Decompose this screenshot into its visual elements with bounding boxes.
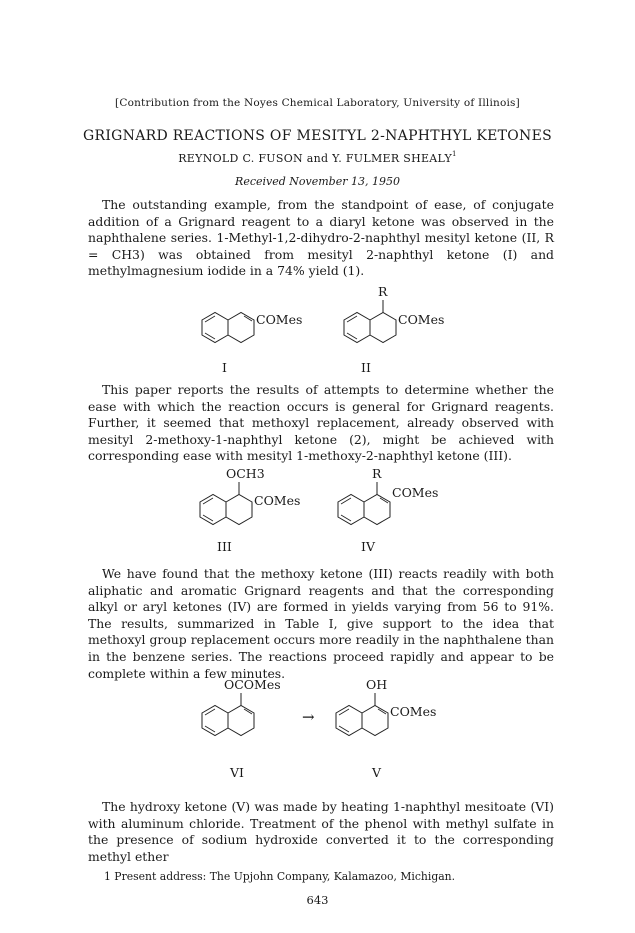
- journal-header: [Contribution from the Noyes Chemical Laboratory, University of Illinois]: [115, 97, 520, 109]
- paragraph-1: [88, 197, 554, 280]
- structure-V-top-group: OH: [366, 677, 388, 692]
- structure-I: [202, 312, 302, 375]
- structure-IV: [338, 466, 438, 554]
- structure-II: [344, 284, 444, 375]
- structure-IV-top-group: R: [372, 466, 382, 481]
- page-number: 643: [306, 893, 329, 907]
- structure-IV-label: IV: [361, 539, 375, 554]
- reaction-arrow: →: [302, 708, 315, 726]
- structure-II-substituent: COMes: [398, 312, 445, 327]
- article-authors: [0, 152, 635, 165]
- paragraph-4: [88, 799, 554, 865]
- paragraph-2: [88, 382, 554, 465]
- structure-III-substituent: COMes: [254, 493, 301, 508]
- paragraph-3: [88, 566, 554, 682]
- structures-I-II: [0, 280, 635, 380]
- structure-I-substituent: COMes: [256, 312, 303, 327]
- structure-VI: [202, 677, 281, 780]
- structure-I-label: I: [222, 360, 227, 375]
- structures-VI-V: [0, 675, 635, 780]
- structure-III-top-group: OCH3: [226, 466, 265, 481]
- structure-III-label: III: [217, 539, 232, 554]
- naphthalene-right-ring: [228, 313, 254, 343]
- naphthalene-left-ring: [202, 313, 228, 343]
- paragraph-1-text: The outstanding example, from the standpoint of ease, of conjugate addition of a Grignard reagent to a diaryl ketone was observed in the naphthalene series. 1-Methyl-1,2-dihydro-2-naphthyl mesityl ketone (II, R = CH3) was obtained from mesityl 2-naphthyl ketone (I) and methylmagnesium iodide in a 74% yield (1).: [88, 197, 554, 279]
- author-footnote-mark: 1: [452, 150, 457, 158]
- structure-IV-substituent: COMes: [392, 485, 439, 500]
- paragraph-3-text: We have found that the methoxy ketone (III) reacts readily with both aliphatic and aromatic Grignard reagents and that the corresponding alkyl or aryl ketones (IV) are formed in yields varying from 56 to 91%. The results, summarized in Table I, give support to the idea that methoxyl group replacement occurs more readily in the naphthalene than in the benzene series. The reactions proceed rapidly and appear to be complete within a few minutes.: [88, 566, 554, 681]
- structure-III: [200, 466, 300, 554]
- structure-V-substituent: COMes: [390, 704, 437, 719]
- author-names: REYNOLD C. FUSON and Y. FULMER SHEALY: [178, 152, 453, 165]
- structure-II-label: II: [361, 360, 371, 375]
- paragraph-4-text: The hydroxy ketone (V) was made by heating 1-naphthyl mesitoate (VI) with aluminum chloride. Treatment of the phenol with methyl sulfate in the presence of sodium hydroxide converted it to the corresponding methyl ether: [88, 799, 554, 864]
- paragraph-2-text: This paper reports the results of attempts to determine whether the ease with which the reaction occurs is general for Grignard reagents. Further, it seemed that methoxyl replacement, already observed with mesityl 2-methoxy-1-naphthyl ketone (2), might be achieved with corresponding ease with mesityl 1-methoxy-2-naphthyl ketone (III).: [88, 382, 554, 464]
- structure-II-top-group: R: [378, 284, 388, 299]
- structure-VI-label: VI: [230, 765, 244, 780]
- received-date: Received November 13, 1950: [235, 175, 400, 188]
- structure-V: [336, 677, 436, 780]
- structure-VI-top-group: OCOMes: [224, 677, 281, 692]
- structure-V-label: V: [372, 765, 382, 780]
- footnote: 1 Present address: The Upjohn Company, Kalamazoo, Michigan.: [104, 870, 456, 883]
- structures-III-IV: [0, 464, 635, 564]
- article-title: GRIGNARD REACTIONS OF MESITYL 2-NAPHTHYL KETONES: [83, 128, 552, 144]
